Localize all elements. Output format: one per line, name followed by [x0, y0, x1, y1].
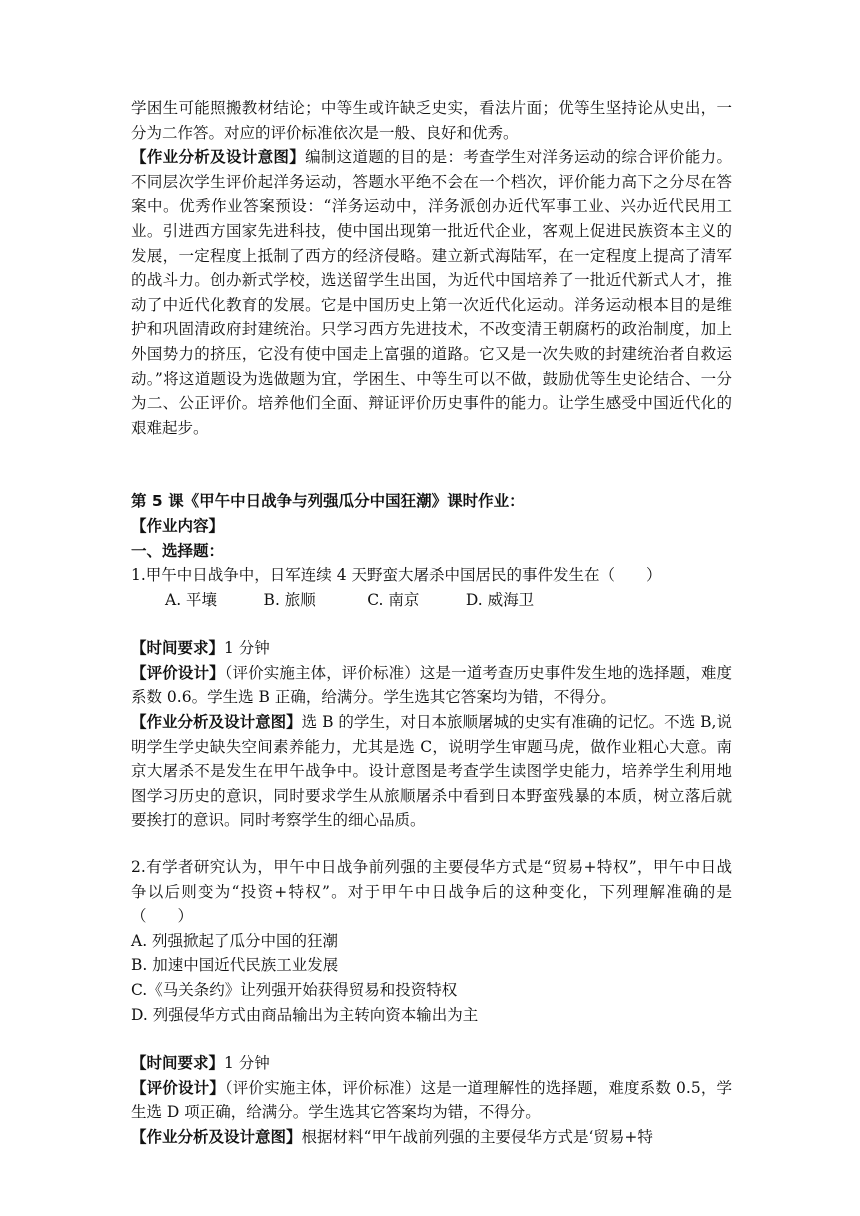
q2-time-requirement	[131, 1051, 732, 1076]
time-value: 1 分钟	[224, 639, 270, 658]
spacer	[131, 440, 732, 489]
eval-label: 【评价设计】	[131, 1078, 225, 1097]
time-label: 【时间要求】	[131, 639, 225, 658]
q2-analysis	[131, 1125, 732, 1150]
eval-text: （评价实施主体，评价标准）这是一道考查历史事件发生地的选择题，难度系数 0.6。学生选 B 正确，给满分。学生选其它答案均为错，不得分。	[131, 663, 732, 707]
analysis-text: 选 B 的学生，对日本旅顺屠城的史实有准确的记忆。不选 B,说明学生学史缺失空间素养能力，尤其是选 C，说明学生审题马虎，做作业粗心大意。南京大屠杀不是发生在甲午战争中。设计意图是考查学生读图学史能力，培养学生利用地图学习历史的意识，同时要求学生从旅顺屠杀中看到日本野蛮残暴的本质，树立落后就要挨打的意识。同时考察学生的细心品质。	[131, 713, 732, 830]
q1-evaluation-design	[131, 661, 732, 710]
document-body	[131, 96, 732, 1150]
q1-analysis	[131, 710, 732, 833]
q2-evaluation-design	[131, 1076, 732, 1125]
intro-paragraph: 学困生可能照搬教材结论；中等生或许缺乏史实，看法片面；优等生坚持论从史出，一分为二作答。对应的评价标准依次是一般、良好和优秀。	[131, 99, 732, 142]
section-heading: 一、选择题：	[131, 541, 225, 560]
eval-label: 【评价设计】	[131, 663, 225, 682]
time-value: 1 分钟	[224, 1054, 270, 1073]
lesson-title: 第 5 课《甲午中日战争与列强瓜分中国狂潮》课时作业：	[131, 492, 525, 511]
analysis-text: 根据材料“甲午战前列强的主要侵华方式是‘贸易+特	[301, 1127, 653, 1146]
spacer	[131, 612, 732, 636]
q2-option-b: B. 加速中国近代民族工业发展	[131, 956, 339, 975]
question-2-stem: 2.有学者研究认为，甲午中日战争前列强的主要侵华方式是“贸易+特权”，甲午中日战争以后则变为“投资+特权”。对于甲午中日战争后的这种变化，下列理解准确的是（ ）	[131, 858, 732, 926]
q2-option-a: A. 列强掀起了瓜分中国的狂潮	[131, 931, 339, 950]
q2-option-d: D. 列强侵华方式由商品输出为主转向资本输出为主	[131, 1005, 479, 1024]
q1-time-requirement	[131, 636, 732, 661]
analysis-paragraph-1	[131, 145, 732, 440]
content-heading: 【作业内容】	[131, 516, 225, 535]
question-1-options: A. 平壤 B. 旅顺 C. 南京 D. 威海卫	[165, 590, 535, 609]
spacer	[131, 1027, 732, 1051]
question-1-stem: 1.甲午中日战争中，日军连续 4 天野蛮大屠杀中国居民的事件发生在（ ）	[131, 566, 662, 585]
analysis-text: 编制这道题的目的是：考查学生对洋务运动的综合评价能力。不同层次学生评价起洋务运动，答题水平绝不会在一个档次，评价能力高下之分尽在答案中。优秀作业答案预设：“洋务运动中，洋务派创办近代军事工业、兴办近代民用工业。引进西方国家先进科技，使中国出现第一批近代企业，客观上促进民族资本主义的发展，一定程度上抵制了西方的经济侵略。建立新式海陆军，在一定程度上提高了清军的战斗力。创办新式学校，选送留学生出国，为近代中国培养了一批近代新式人才，推动了中近代化教育的发展。它是中国历史上第一次近代化运动。洋务运动根本目的是维护和巩固清政府封建统治。只学习西方先进技术，不改变清王朝腐朽的政治制度，加上外国势力的挤压，它没有使中国走上富强的道路。它又是一次失败的封建统治者自救运动。”将这道题设为选做题为宜，学困生、中等生可以不做，鼓励优等生史论结合、一分为二、公正评价。培养他们全面、辩证评价历史事件的能力。让学生感受中国近代化的艰难起步。	[131, 148, 732, 437]
analysis-label: 【作业分析及设计意图】	[131, 713, 302, 732]
analysis-label: 【作业分析及设计意图】	[131, 148, 306, 167]
q2-option-c: C.《马关条约》让列强开始获得贸易和投资特权	[131, 981, 458, 999]
analysis-label: 【作业分析及设计意图】	[131, 1127, 302, 1146]
time-label: 【时间要求】	[131, 1054, 225, 1073]
spacer	[131, 833, 732, 855]
eval-text: （评价实施主体，评价标准）这是一道理解性的选择题，难度系数 0.5，学生选 D 项正确，给满分。学生选其它答案均为错，不得分。	[131, 1078, 732, 1122]
